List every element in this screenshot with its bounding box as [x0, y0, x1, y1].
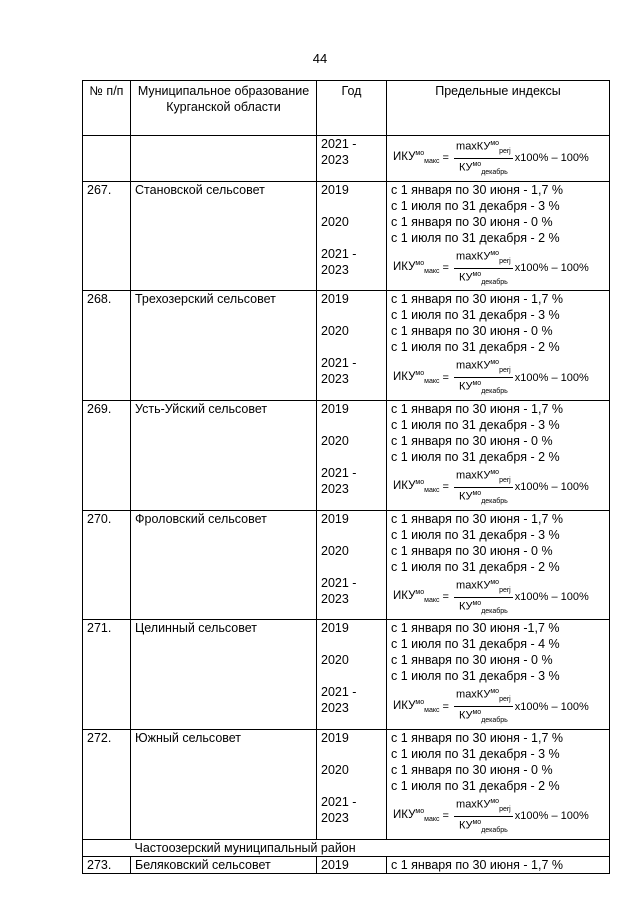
- index-line: с 1 июля по 31 декабря - 3 %: [391, 747, 560, 762]
- page-number: 44: [312, 51, 328, 66]
- indices-cell: [387, 730, 610, 840]
- year-2020: 2020: [321, 653, 349, 668]
- row-number: 271.: [83, 620, 131, 730]
- formula-fraction: $\frac{\max КУ^{мо}_{perj}}{КУ^{мо}_{декабрь}}$: [456, 359, 511, 396]
- formula-fraction: $\frac{\max КУ^{мо}_{perj}}{КУ^{мо}_{декабрь}}$: [456, 469, 511, 505]
- row-number: 270.: [83, 510, 131, 620]
- municipality-name: Целинный сельсовет: [131, 620, 317, 730]
- municipality-name: Фроловский сельсовет: [131, 510, 317, 620]
- index-line: с 1 июля по 31 декабря - 3 %: [391, 527, 560, 542]
- year-2020: 2020: [321, 214, 349, 229]
- table-row: [83, 181, 610, 291]
- index-line: с 1 января по 30 июня - 1,7 %: [391, 402, 563, 417]
- indices-cell: [387, 291, 610, 401]
- row-number: 272.: [83, 730, 131, 840]
- year-2021-2023: 2021 - 2023: [321, 246, 357, 277]
- table-row: [83, 856, 610, 873]
- year-cell: [317, 401, 387, 511]
- indices-cell: [387, 181, 610, 291]
- table-row: [83, 620, 610, 730]
- formula-lhs: $ИКУ^{мо}_{макс}$: [393, 479, 440, 495]
- formula-lhs: $ИКУ^{мо}_{макс}$: [393, 698, 440, 714]
- year-cell: [317, 181, 387, 291]
- row-number: 273.: [83, 856, 131, 873]
- formula-lhs: $ИКУ^{мо}_{макс}$: [393, 369, 440, 385]
- index-line: с 1 июля по 31 декабря - 3 %: [391, 418, 560, 433]
- table-row: [83, 291, 610, 401]
- table-row: [83, 730, 610, 840]
- formula: $ИКУ^{мо}_{макс}$ = $\frac{\max КУ^{мо}_{perj}}{КУ^{мо}_{декабрь}}$ х100% – 100%: [391, 794, 589, 839]
- index-line: с 1 января по 30 июня -1,7 %: [391, 621, 560, 636]
- table-row: [83, 401, 610, 511]
- municipality-name: Трехозерский сельсовет: [131, 291, 317, 401]
- indices-cell: [387, 401, 610, 511]
- year-2019: 2019: [321, 511, 349, 526]
- formula-fraction: $\frac{\max КУ^{мо}_{perj}}{КУ^{мо}_{декабрь}}$: [456, 249, 511, 286]
- year-cell: [317, 620, 387, 730]
- tariff-index-table: [82, 80, 610, 874]
- year-2021-2023: 2021 - 2023: [321, 795, 357, 826]
- formula-lhs: $ИКУ^{мо}_{макс}$: [393, 259, 440, 276]
- table-header-row: [83, 81, 610, 136]
- row-number: 267.: [83, 181, 131, 291]
- year-2021-2023: 2021 - 2023: [321, 466, 357, 497]
- district-row: [83, 839, 610, 856]
- formula-lhs: $ИКУ^{мо}_{макс}$: [393, 808, 440, 824]
- year-2019: 2019: [321, 182, 349, 197]
- year-2020: 2020: [321, 434, 349, 449]
- index-line: с 1 июля по 31 декабря - 2 %: [391, 230, 560, 245]
- row-number: 268.: [83, 291, 131, 401]
- year-2021-2023: 2021 - 2023: [321, 575, 357, 606]
- formula-fraction: $\frac{\max КУ^{мо}_{perj}}{КУ^{мо}_{декабрь}}$: [456, 688, 511, 725]
- index-line: с 1 января по 30 июня - 0 %: [391, 763, 553, 778]
- row-number: 269.: [83, 401, 131, 511]
- year-cell: [317, 510, 387, 620]
- year-2019: 2019: [321, 621, 349, 636]
- index-line: с 1 июля по 31 декабря - 3 %: [391, 669, 560, 684]
- municipality-name: Усть-Уйский сельсовет: [131, 401, 317, 511]
- header-municipality: Муниципальное образование Курганской области: [131, 81, 317, 136]
- formula-lhs: $ИКУ^{мо}_{макс}$: [393, 589, 440, 605]
- formula-fraction: $\frac{\max КУ^{мо}_{perj}}{КУ^{мо}_{декабрь}}$: [456, 140, 511, 176]
- year-2019: 2019: [321, 402, 349, 417]
- formula: $ИКУ^{мо}_{макс}$ = $\frac{\max КУ^{мо}_{perj}}{КУ^{мо}_{декабрь}}$ х100% – 100%: [391, 246, 589, 291]
- indices-cell: с 1 января по 30 июня - 1,7 %: [387, 856, 610, 873]
- indices-cell: [387, 620, 610, 730]
- year-2019: 2019: [321, 731, 349, 746]
- formula: $ИКУ^{мо}_{макс}$ = $\frac{\max КУ^{мо}_{perj}}{КУ^{мо}_{декабрь}}$ х100% – 100%: [391, 136, 589, 181]
- formula: $ИКУ^{мо}_{макс}$ = $\frac{\max КУ^{мо}_{perj}}{КУ^{мо}_{декабрь}}$ х100% – 100%: [391, 684, 589, 729]
- index-line: с 1 июля по 31 декабря - 3 %: [391, 308, 560, 323]
- index-line: с 1 января по 30 июня - 0 %: [391, 214, 553, 229]
- municipality-name: Беляковский сельсовет: [131, 856, 317, 873]
- index-line: с 1 января по 30 июня - 1,7 %: [391, 182, 563, 197]
- index-line: с 1 января по 30 июня - 0 %: [391, 434, 553, 449]
- index-line: с 1 января по 30 июня - 1,7 %: [391, 292, 563, 307]
- year-2019: 2019: [321, 292, 349, 307]
- year-2021-2023: 2021 - 2023: [321, 356, 357, 387]
- municipality-name: Южный сельсовет: [131, 730, 317, 840]
- year-cell: 2021 - 2023: [317, 136, 387, 182]
- year-cell: [317, 291, 387, 401]
- index-line: с 1 июля по 31 декабря - 4 %: [391, 637, 560, 652]
- header-indices: Предельные индексы: [387, 81, 610, 136]
- index-line: с 1 января по 30 июня - 0 %: [391, 324, 553, 339]
- index-line: с 1 января по 30 июня - 1,7 %: [391, 511, 563, 526]
- year-2020: 2020: [321, 324, 349, 339]
- index-line: с 1 июля по 31 декабря - 2 %: [391, 779, 560, 794]
- year-cell: 2019: [317, 856, 387, 873]
- table-row: [83, 136, 610, 182]
- formula-fraction: $\frac{\max КУ^{мо}_{perj}}{КУ^{мо}_{декабрь}}$: [456, 798, 511, 834]
- index-line: с 1 июля по 31 декабря - 3 %: [391, 198, 560, 213]
- year-2020: 2020: [321, 543, 349, 558]
- header-year: Год: [317, 81, 387, 136]
- municipality-name: Становской сельсовет: [131, 181, 317, 291]
- index-line: с 1 июля по 31 декабря - 2 %: [391, 450, 560, 465]
- index-line: с 1 января по 30 июня - 0 %: [391, 543, 553, 558]
- indices-cell: [387, 510, 610, 620]
- index-line: с 1 июля по 31 декабря - 2 %: [391, 559, 560, 574]
- table-row: [83, 510, 610, 620]
- formula: $ИКУ^{мо}_{макс}$ = $\frac{\max КУ^{мо}_{perj}}{КУ^{мо}_{декабрь}}$ х100% – 100%: [391, 575, 589, 620]
- formula-lhs: $ИКУ^{мо}_{макс}$: [393, 150, 440, 166]
- header-num: № п/п: [83, 81, 131, 136]
- district-name: Частоозерский муниципальный район: [131, 839, 610, 856]
- index-line: с 1 июля по 31 декабря - 2 %: [391, 340, 560, 355]
- index-line: с 1 января по 30 июня - 0 %: [391, 653, 553, 668]
- formula-cell: [387, 136, 610, 182]
- year-cell: [317, 730, 387, 840]
- year-2020: 2020: [321, 763, 349, 778]
- formula: $ИКУ^{мо}_{макс}$ = $\frac{\max КУ^{мо}_{perj}}{КУ^{мо}_{декабрь}}$ х100% – 100%: [391, 355, 589, 400]
- year-2021-2023: 2021 - 2023: [321, 685, 357, 716]
- formula-fraction: $\frac{\max КУ^{мо}_{perj}}{КУ^{мо}_{декабрь}}$: [456, 578, 511, 615]
- formula: $ИКУ^{мо}_{макс}$ = $\frac{\max КУ^{мо}_{perj}}{КУ^{мо}_{декабрь}}$ х100% – 100%: [391, 465, 589, 510]
- index-line: с 1 января по 30 июня - 1,7 %: [391, 731, 563, 746]
